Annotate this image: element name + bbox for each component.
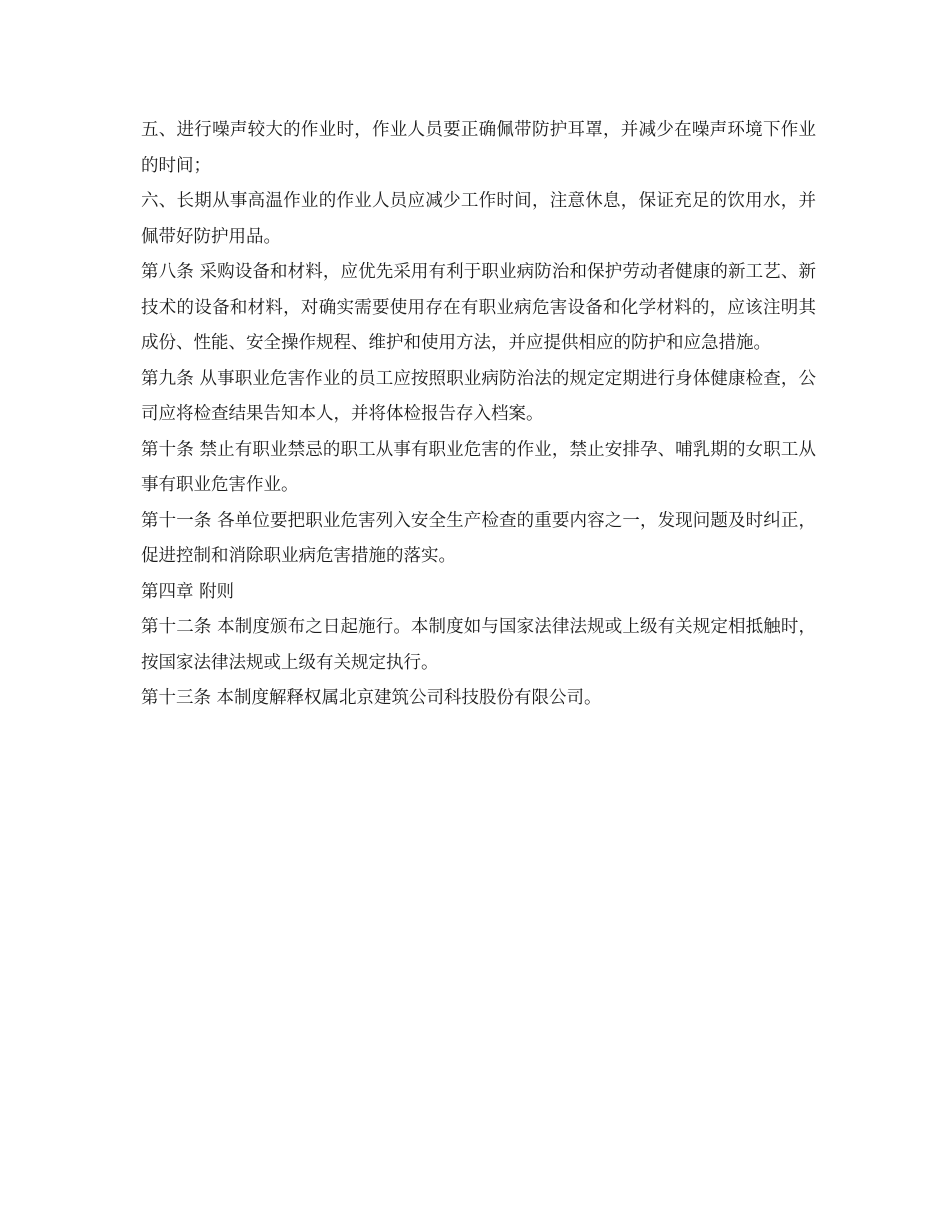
article-10: 第十条 禁止有职业禁忌的职工从事有职业危害的作业，禁止安排孕、哺乳期的女职工从事有职业危害作业。 xyxy=(141,439,816,495)
paragraph-item-5-noise: 五、进行噪声较大的作业时，作业人员要正确佩带防护耳罩，并减少在噪声环境下作业的时间； xyxy=(141,120,816,176)
article-13: 第十三条 本制度解释权属北京建筑公司科技股份有限公司。 xyxy=(141,688,602,708)
article-12: 第十二条 本制度颁布之日起施行。本制度如与国家法律法规或上级有关规定相抵触时，按国家法律法规或上级有关规定执行。 xyxy=(141,617,816,673)
chapter-4-heading: 第四章 附则 xyxy=(141,581,235,602)
article-8: 第八条 采购设备和材料，应优先采用有利于职业病防治和保护劳动者健康的新工艺、新技术的设备和材料，对确实需要使用存在有职业病危害设备和化学材料的，应该注明其成份、性能、安全操作规程、维护和使用方法，并应提供相应的防护和应急措施。 xyxy=(141,262,816,353)
document-body xyxy=(141,113,816,717)
article-11: 第十一条 各单位要把职业危害列入安全生产检查的重要内容之一，发现问题及时纠正，促进控制和消除职业病危害措施的落实。 xyxy=(141,510,816,566)
paragraph-item-6-heat: 六、长期从事高温作业的作业人员应减少工作时间，注意休息，保证充足的饮用水，并佩带好防护用品。 xyxy=(141,191,816,247)
article-9: 第九条 从事职业危害作业的员工应按照职业病防治法的规定定期进行身体健康检查，公司应将检查结果告知本人，并将体检报告存入档案。 xyxy=(141,368,816,424)
